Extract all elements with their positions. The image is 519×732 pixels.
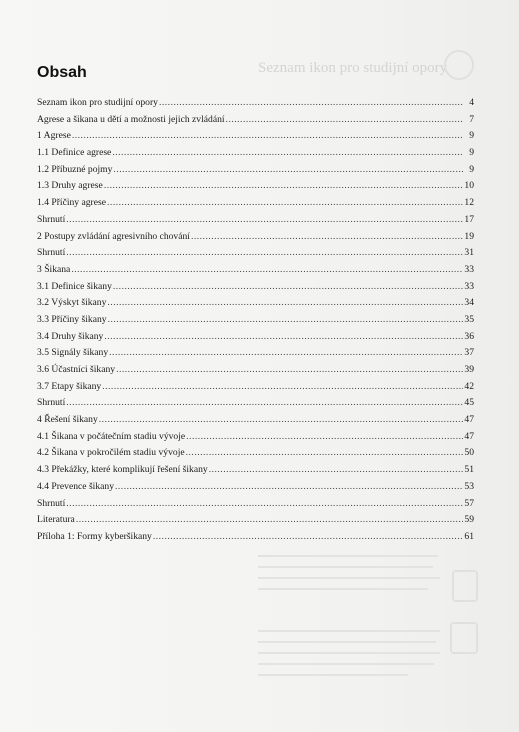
dot-leader	[66, 245, 463, 262]
bleed-through-line	[258, 674, 408, 676]
toc-entry-label: 1.3 Druhy agrese	[37, 180, 103, 192]
toc-entry-label: 3.3 Příčiny šikany	[37, 313, 107, 325]
toc-entry[interactable]	[37, 162, 474, 179]
toc-entry[interactable]	[37, 178, 474, 195]
dot-leader	[115, 479, 463, 496]
toc-entry[interactable]	[37, 212, 474, 229]
dot-leader	[107, 195, 463, 212]
dot-leader	[191, 229, 463, 246]
dot-leader	[107, 295, 463, 312]
dot-leader	[72, 128, 463, 145]
toc-entry-label: Literatura	[37, 514, 75, 526]
bleed-through-icon	[444, 50, 474, 80]
toc-title: Obsah	[37, 64, 87, 81]
toc-entry[interactable]	[37, 145, 474, 162]
dot-leader	[159, 95, 463, 112]
dot-leader	[113, 279, 463, 296]
toc-page-number: 39	[464, 364, 474, 375]
dot-leader	[186, 429, 463, 446]
toc-page-number: 47	[464, 430, 474, 442]
dot-leader	[226, 112, 463, 129]
toc-entry-label: 4.3 Překážky, které komplikují řešení šikany	[37, 464, 208, 476]
toc-entry[interactable]	[37, 429, 474, 446]
toc-entry[interactable]	[37, 496, 474, 513]
toc-entry-label: 3 Šikana	[37, 263, 71, 275]
toc-entry[interactable]	[37, 262, 474, 279]
dot-leader	[66, 496, 463, 513]
toc-entry-label: 3.6 Účastníci šikany	[37, 364, 116, 375]
toc-entry-label: 4.4 Prevence šikany	[37, 480, 114, 492]
toc-entry-label: 3.5 Signály šikany	[37, 347, 109, 359]
toc-entry[interactable]	[37, 329, 474, 346]
toc-entry-label: Shrnutí	[37, 497, 66, 509]
toc-entry[interactable]	[37, 379, 474, 396]
toc-entry-label: 3.2 Výskyt šikany	[37, 297, 107, 309]
toc-page-number: 4	[469, 97, 474, 108]
toc-entry[interactable]	[37, 229, 474, 246]
toc-entry-label: Seznam ikon pro studijní opory	[37, 97, 158, 108]
bleed-through-line	[258, 630, 440, 632]
toc-entry[interactable]	[37, 412, 474, 429]
dot-leader	[104, 178, 463, 195]
dot-leader	[71, 262, 463, 279]
toc-entry-label: 4.1 Šikana v počátečním stadiu vývoje	[37, 430, 186, 442]
toc-page-number: 37	[464, 347, 474, 359]
toc-entry-label: Shrnutí	[37, 247, 66, 259]
toc-entry[interactable]	[37, 195, 474, 212]
bleed-through-line	[258, 555, 438, 557]
toc-entry-label: Shrnutí	[37, 213, 66, 225]
toc-entry-label: 4.2 Šikana v pokročilém stadiu vývoje	[37, 447, 185, 459]
toc-entry-label: 2 Postupy zvládání agresivního chování	[37, 230, 190, 242]
toc-entry[interactable]	[37, 395, 474, 412]
toc-entry[interactable]	[37, 345, 474, 362]
toc-entry-label: 4 Řešení šikany	[37, 414, 98, 426]
toc-entry[interactable]	[37, 512, 474, 529]
bleed-through-heading: Seznam ikon pro studijní opory	[258, 60, 448, 76]
toc-page-number: 9	[469, 130, 474, 142]
table-of-contents	[37, 95, 474, 546]
toc-page-number: 7	[469, 113, 474, 125]
bleed-through-line	[258, 663, 434, 665]
toc-page-number: 10	[464, 180, 474, 192]
toc-entry[interactable]	[37, 95, 474, 112]
dot-leader	[116, 362, 463, 379]
toc-page-number: 17	[464, 213, 474, 225]
bleed-through-icon	[450, 622, 478, 654]
toc-page-number: 33	[464, 280, 474, 292]
toc-entry-label: 3.4 Druhy šikany	[37, 330, 104, 342]
toc-entry[interactable]	[37, 445, 474, 462]
dot-leader	[66, 212, 463, 229]
toc-entry-label: Agrese a šikana u dětí a možnosti jejich zvládání	[37, 113, 225, 125]
toc-entry[interactable]	[37, 279, 474, 296]
toc-entry[interactable]	[37, 112, 474, 129]
dot-leader	[186, 445, 463, 462]
dot-leader	[99, 412, 463, 429]
toc-page-number: 45	[464, 397, 474, 409]
toc-entry-label: 3.7 Etapy šikany	[37, 380, 102, 392]
toc-entry-label: 1.1 Definice agrese	[37, 147, 112, 159]
toc-page-number: 36	[464, 330, 474, 342]
toc-entry-label: 1.2 Příbuzné pojmy	[37, 163, 113, 175]
toc-page-number: 47	[464, 414, 474, 426]
toc-page-number: 61	[464, 530, 474, 542]
bleed-through-line	[258, 566, 433, 568]
toc-entry[interactable]	[37, 479, 474, 496]
dot-leader	[108, 312, 463, 329]
toc-page-number: 34	[464, 297, 474, 309]
toc-entry-label: 1 Agrese	[37, 130, 71, 142]
bleed-through-line	[258, 652, 440, 654]
dot-leader	[102, 379, 463, 396]
toc-entry[interactable]	[37, 245, 474, 262]
bleed-through-line	[258, 588, 428, 590]
dot-leader	[66, 395, 463, 412]
toc-entry[interactable]	[37, 295, 474, 312]
dot-leader	[104, 329, 463, 346]
toc-page-number: 9	[469, 163, 474, 175]
dot-leader	[113, 162, 463, 179]
toc-entry-label: 1.4 Příčiny agrese	[37, 197, 107, 209]
toc-page-number: 57	[464, 497, 474, 509]
dot-leader	[153, 529, 463, 546]
toc-page-number: 35	[464, 313, 474, 325]
dot-leader	[209, 462, 463, 479]
dot-leader	[109, 345, 463, 362]
toc-page-number: 59	[464, 514, 474, 526]
toc-entry-label: Shrnutí	[37, 397, 66, 409]
toc-entry[interactable]	[37, 128, 474, 145]
toc-page-number: 42	[464, 380, 474, 392]
toc-page-number: 19	[464, 230, 474, 242]
toc-page-number: 53	[464, 480, 474, 492]
bleed-through-line	[258, 641, 436, 643]
toc-entry-label: 3.1 Definice šikany	[37, 280, 112, 292]
toc-page-number: 33	[464, 263, 474, 275]
toc-page-number: 50	[464, 447, 474, 459]
toc-page-number: 31	[464, 247, 474, 259]
toc-entry-label: Příloha 1: Formy kyberšikany	[37, 530, 152, 542]
toc-entry[interactable]	[37, 529, 474, 546]
dot-leader	[112, 145, 463, 162]
toc-entry[interactable]	[37, 462, 474, 479]
toc-entry[interactable]	[37, 312, 474, 329]
toc-page-number: 12	[464, 197, 474, 209]
bleed-through-icon	[452, 570, 478, 602]
toc-entry[interactable]	[37, 362, 474, 379]
dot-leader	[76, 512, 463, 529]
toc-page-number: 9	[469, 147, 474, 159]
bleed-through-line	[258, 577, 440, 579]
toc-page-number: 51	[464, 464, 474, 476]
